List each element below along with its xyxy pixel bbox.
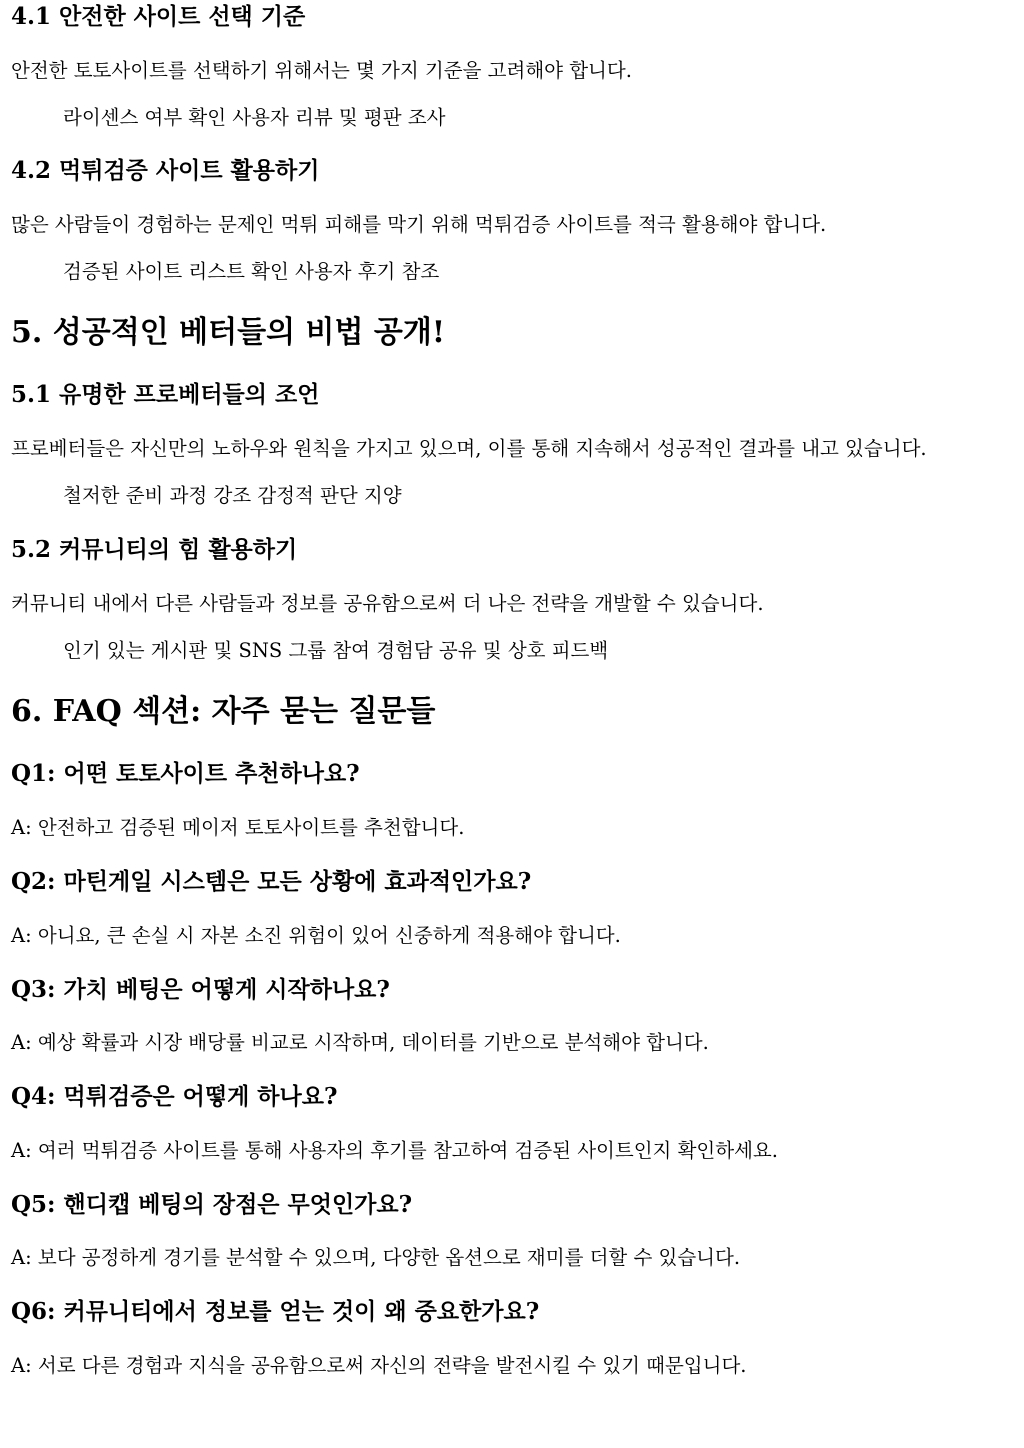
faq-question-6: Q6: 커뮤니티에서 정보를 얻는 것이 왜 중요한가요? [11,1298,540,1325]
section-paragraph-5-2: 커뮤니티 내에서 다른 사람들과 정보를 공유함으로써 더 나은 전략을 개발할 수 있습니다. [11,592,764,615]
faq-answer-4: A: 여러 먹튀검증 사이트를 통해 사용자의 후기를 참고하여 검증된 사이트인지 확인하세요. [11,1139,778,1162]
section-paragraph-4-1: 안전한 토토사이트를 선택하기 위해서는 몇 가지 기준을 고려해야 합니다. [11,59,632,82]
section-heading-6: 6. FAQ 섹션: 자주 묻는 질문들 [11,694,436,729]
list-item: 라이센스 여부 확인 사용자 리뷰 및 평판 조사 [63,106,446,129]
section-list-5-2 [11,638,608,664]
section-heading-4-2: 4.2 먹튀검증 사이트 활용하기 [11,157,320,184]
list-item: 인기 있는 게시판 및 SNS 그룹 참여 경험담 공유 및 상호 피드백 [63,639,609,662]
faq-question-1: Q1: 어떤 토토사이트 추천하나요? [11,760,360,787]
faq-question-2: Q2: 마틴게일 시스템은 모든 상황에 효과적인가요? [11,868,532,895]
faq-question-4: Q4: 먹튀검증은 어떻게 하나요? [11,1083,338,1110]
section-heading-5-2: 5.2 커뮤니티의 힘 활용하기 [11,536,298,563]
list-item: 철저한 준비 과정 강조 감정적 판단 지양 [63,484,402,507]
faq-answer-6: A: 서로 다른 경험과 지식을 공유함으로써 자신의 전략을 발전시킬 수 있기 때문입니다. [11,1354,747,1377]
faq-answer-3: A: 예상 확률과 시장 배당률 비교로 시작하며, 데이터를 기반으로 분석해야 합니다. [11,1031,709,1054]
list-item: 검증된 사이트 리스트 확인 사용자 후기 참조 [63,260,440,283]
faq-answer-5: A: 보다 공정하게 경기를 분석할 수 있으며, 다양한 옵션으로 재미를 더할 수 있습니다. [11,1246,741,1269]
faq-question-5: Q5: 핸디캡 베팅의 장점은 무엇인가요? [11,1191,413,1218]
section-heading-5: 5. 성공적인 베터들의 비법 공개! [11,315,446,350]
section-heading-5-1: 5.1 유명한 프로베터들의 조언 [11,381,320,408]
section-list-4-2 [11,259,439,285]
section-list-5-1 [11,483,402,509]
faq-answer-2: A: 아니요, 큰 손실 시 자본 소진 위험이 있어 신중하게 적용해야 합니다. [11,924,621,947]
section-heading-4-1: 4.1 안전한 사이트 선택 기준 [11,3,306,30]
section-list-4-1 [11,105,445,131]
section-paragraph-4-2: 많은 사람들이 경험하는 문제인 먹튀 피해를 막기 위해 먹튀검증 사이트를 적극 활용해야 합니다. [11,213,827,236]
section-paragraph-5-1: 프로베터들은 자신만의 노하우와 원칙을 가지고 있으며, 이를 통해 지속해서 성공적인 결과를 내고 있습니다. [11,437,927,460]
faq-answer-1: A: 안전하고 검증된 메이저 토토사이트를 추천합니다. [11,816,465,839]
faq-question-3: Q3: 가치 베팅은 어떻게 시작하나요? [11,976,390,1003]
